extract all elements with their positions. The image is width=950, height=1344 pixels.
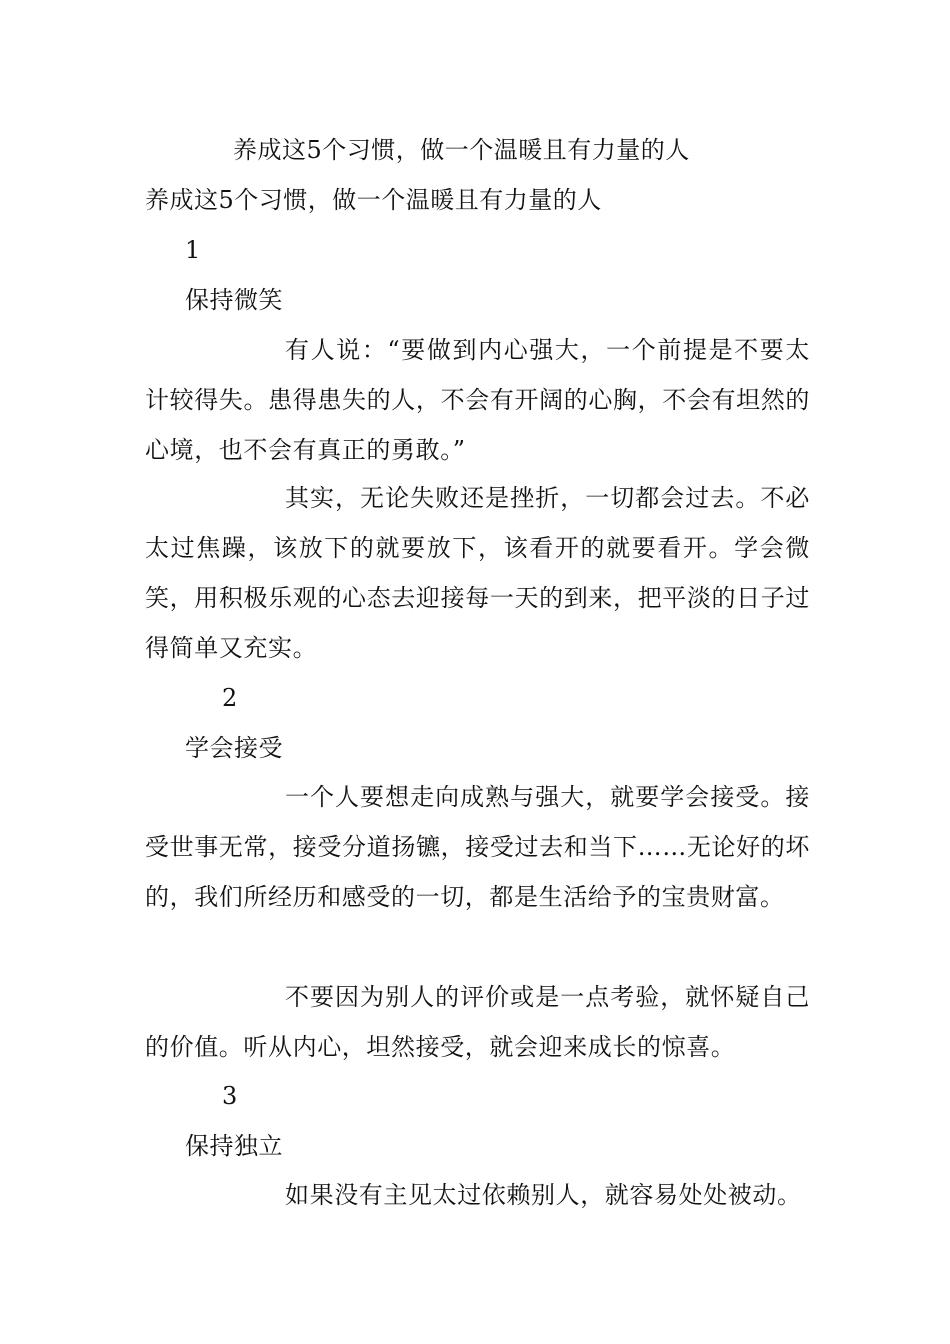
section-3-paragraph-1: 如果没有主见太过依赖别人，就容易处处被动。: [285, 1181, 802, 1209]
document-title: 养成这5个习惯，做一个温暖且有力量的人: [233, 136, 690, 164]
section-heading-2: 学会接受: [185, 734, 283, 762]
section-number-2: 2: [222, 684, 238, 712]
section-number-1: 1: [185, 236, 201, 264]
section-2-paragraph-1: 一个人要想走向成熟与强大，就要学会接受。接受世事无常，接受分道扬镳，接受过去和当下……无论好的坏的，我们所经历和感受的一切，都是生活给予的宝贵财富。: [145, 783, 810, 911]
section-heading-3: 保持独立: [185, 1132, 283, 1160]
document-subtitle: 养成这5个习惯，做一个温暖且有力量的人: [145, 186, 602, 214]
section-1-paragraph-1: 有人说：“要做到内心强大，一个前提是不要太计较得失。患得患失的人，不会有开阔的心胸，不会有坦然的心境，也不会有真正的勇敢。”: [145, 336, 810, 464]
section-1-paragraph-2: 其实，无论失败还是挫折，一切都会过去。不必太过焦躁，该放下的就要放下，该看开的就要看开。学会微笑，用积极乐观的心态去迎接每一天的到来，把平淡的日子过得简单又充实。: [145, 484, 810, 662]
section-heading-1: 保持微笑: [185, 286, 283, 314]
section-2-paragraph-2: 不要因为别人的评价或是一点考验，就怀疑自己的价值。听从内心，坦然接受，就会迎来成长的惊喜。: [145, 983, 810, 1061]
section-number-3: 3: [222, 1082, 238, 1110]
